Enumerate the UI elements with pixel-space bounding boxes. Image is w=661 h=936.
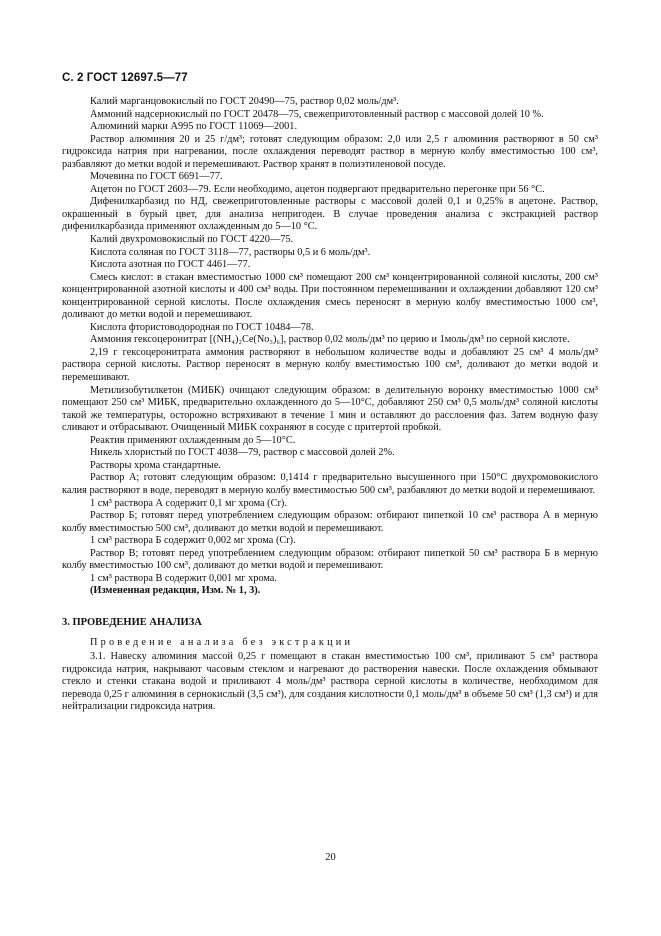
paragraph: Дифенилкарбазид по НД, свежеприготовленные растворы с массовой долей 0,1 и 0,25% в ацетоне. Раствор, окрашенный в бурый цвет, для анализа непригоден. В случае проведения анализа с экстракцией раствор дифенилкарбазида применяют охлажденным до 5—10 °С. — [62, 196, 598, 233]
paragraph: Мочевина по ГОСТ 6691—77. — [90, 171, 223, 183]
paragraph: Кислота фтористоводородная по ГОСТ 10484—78. — [90, 321, 314, 333]
paragraph: Ацетон по ГОСТ 2603—79. Если необходимо, ацетон подвергают предварительно перегонке при 56 °С. — [90, 183, 545, 195]
paragraph: Раствор В; готовят перед употреблением следующим образом: отбирают пипеткой 50 см³ раствора Б в мерную колбу вместимостью 100 см³, доливают до метки водой и перемешивают. — [62, 547, 598, 572]
paragraph: 1 см³ раствора Б содержит 0,002 мг хрома (Cr). — [90, 535, 296, 547]
paragraph: 2,19 г гексоцеронитрата аммония растворяют в небольшом количестве воды и добавляют 25 см³ 4 моль/дм³ раствора серной кислоты. Раствор переносят в мерную колбу вместимостью 100 см³, доливают до метки водой и перемешивают. — [62, 346, 598, 384]
paragraph: 1 см³ раствора В содержит 0,001 мг хрома. — [90, 572, 277, 584]
document-body — [62, 96, 598, 714]
paragraph: Кислота соляная по ГОСТ 3118—77, растворы 0,5 и 6 моль/дм³. — [90, 246, 371, 258]
paragraph: 3.1. Навеску алюминия массой 0,25 г помещают в стакан вместимостью 100 см³, приливают 5 см³ раствора гидроксида натрия, накрывают часовым стеклом и нагревают до растворения навески. После охлаждения обмывают стекло и стенки стакана водой и приливают 4 моль/дм³ раствора серной кислоты в количестве, необходимом для перевода 0,25 г алюминия в сернокислый (3,5 см³), для создания кислотности 0,1 моль/дм³ в объеме 50 см³ (1,3 см³) и для нейтрализации гидроксида натрия. — [62, 650, 598, 713]
paragraph: Раствор алюминия 20 и 25 г/дм³; готовят следующим образом: 2,0 или 2,5 г алюминия растворяют в 50 см³ гидроксида натрия при нагревании, после охлаждения переводят раствор в мерную колбу вместимостью 100 см³, разбавляют до метки водой и перемешивают. Раствор хранят в полиэтиленовой посуде. — [62, 133, 598, 170]
paragraph: Калий марганцовокислый по ГОСТ 20490—75, раствор 0,02 моль/дм³. — [90, 96, 399, 107]
paragraph: Аммония гексоцеронитрат [(NH₄)₂Ce(No₃)₆], раствор 0,02 моль/дм³ по церию и 1моль/дм³ по серной кислоте. — [90, 334, 570, 346]
page-number: 20 — [325, 852, 336, 863]
paragraph: Кислота азотная по ГОСТ 4461—77. — [90, 259, 251, 271]
paragraph: Аммоний надсернокислый по ГОСТ 20478—75, свежеприготовленный раствор с массовой долей 10 %. — [90, 108, 544, 120]
paragraph: Растворы хрома стандартные. — [90, 459, 221, 471]
paragraph: Смесь кислот: в стакан вместимостью 1000 см³ помещают 200 см³ концентрированной соляной кислоты, 200 см³ концентрированной азотной кислоты и 400 см³ воды. При постоянном перемешивании и охлаждении добавляют 120 см³ концентрированной серной кислоты. После охлаждения смесь переносят в мерную колбу вместимостью 1000 см³, доливают до метки водой и перемешивают. — [62, 271, 598, 321]
paragraph: Реактив применяют охлажденным до 5—10°С. — [90, 434, 296, 446]
subsection-heading: Проведение анализа без экстракции — [90, 637, 354, 649]
revision-note: (Измененная редакция, Изм. № 1, 3). — [90, 585, 261, 597]
paragraph: Метилизобутилкетон (МИБК) очищают следующим образом: в делительную воронку вместимостью 1000 см³ помещают 250 см³ МИБК, предварительно охлажденного до 5—10°С, добавляют 250 см³ 0,5 моль/дм³ соляной кислоты такой же температуры, осторожно встряхивают в течение 1 мин и оставляют до расслоения фаз. Затем водную фазу сливают и отбрасывают. Очищенный МИБК сохраняют в сосуде с притертой пробкой. — [62, 384, 598, 434]
paragraph: Алюминий марки А995 по ГОСТ 11069—2001. — [90, 121, 298, 133]
page-header: С. 2 ГОСТ 12697.5—77 — [62, 72, 188, 84]
paragraph: Никель хлористый по ГОСТ 4038—79, раствор с массовой долей 2%. — [90, 447, 395, 459]
paragraph: 1 см³ раствора А содержит 0,1 мг хрома (Cr). — [90, 497, 287, 509]
section-title: 3. ПРОВЕДЕНИЕ АНАЛИЗА — [62, 616, 202, 628]
paragraph: Раствор Б; готовят перед употреблением следующим образом: отбирают пипеткой 10 см³ раствора А в мерную колбу вместимостью 500 см³, доливают до метки водой и перемешивают. — [62, 510, 598, 534]
paragraph: Раствор А; готовят следующим образом: 0,1414 г предварительно высушенного при 150°С двухромовокислого калия растворяют в воде, переводят в мерную колбу вместимостью 500 см³, разбавляют до метки водой и перемешивают. — [62, 472, 598, 496]
paragraph: Калий двухромовокислый по ГОСТ 4220—75. — [90, 234, 294, 246]
